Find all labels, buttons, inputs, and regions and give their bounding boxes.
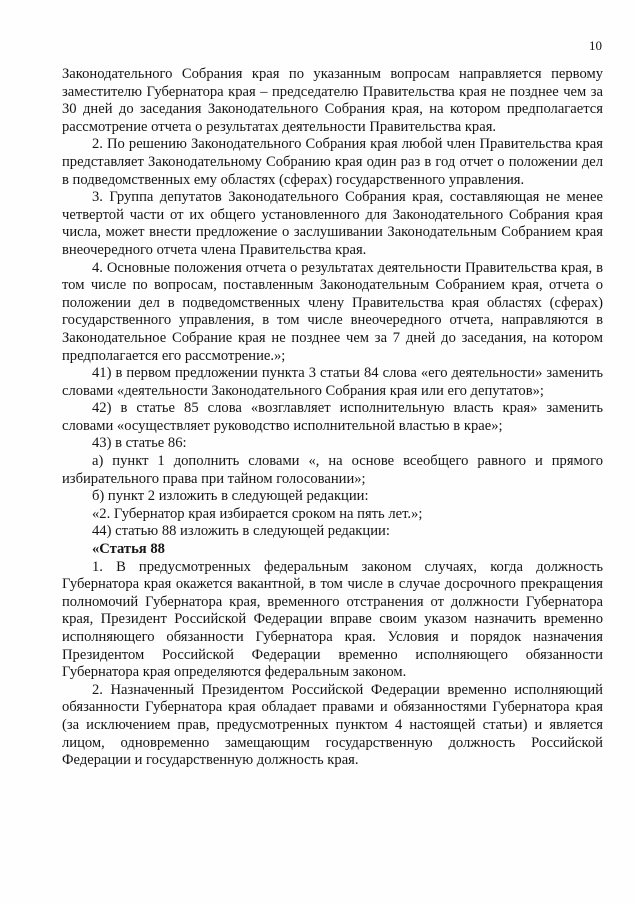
paragraph: 4. Основные положения отчета о результатах деятельности Правительства края, в том числе по вопросам, поставленным Законодательным Собранием края, отчета о положении дел в подведомственных члену Правительства края областях (сферах) государственного управления, в том числе внеочередного отчета, направляются в Законодательное Собрание края не позднее чем за 7 дней до заседания, на котором предполагается его рассмотрение.»; (62, 259, 603, 364)
paragraph: Законодательного Собрания края по указанным вопросам направляется первому заместителю Губернатора края – председателю Правительства края не позднее чем за 30 дней до заседания Законодательного Собрания края, на котором предполагается рассмотрение отчета о результатах деятельности Правительства края. (62, 66, 603, 135)
paragraph: 3. Группа депутатов Законодательного Собрания края, составляющая не менее четвертой части от их общего установленного для Законодательного Собрания края числа, может внести предложение о заслушивании Законодательным Собранием края внеочередного отчета члена Правительства края. (62, 189, 603, 258)
paragraph: б) пункт 2 изложить в следующей редакции: (92, 488, 369, 505)
paragraph: «2. Губернатор края избирается сроком на пять лет.»; (92, 505, 423, 522)
paragraph: 42) в статье 85 слова «возглавляет исполнительную власть края» заменить словами «осуществляет руководство исполнительной властью в крае»; (62, 400, 603, 434)
paragraph: 2. По решению Законодательного Собрания края любой член Правительства края представляет Законодательному Собранию края один раз в год отчет о положении дел в подведомственных ему областях (сферах) государственного управления. (62, 136, 603, 188)
paragraph: 43) в статье 86: (92, 435, 187, 452)
page-number: 10 (589, 38, 602, 53)
paragraph: а) пункт 1 дополнить словами «, на основе всеобщего равного и прямого избирательного права при тайном голосовании»; (62, 453, 603, 487)
paragraph: 2. Назначенный Президентом Российской Федерации временно исполняющий обязанности Губернатора края обладает правами и обязанностями Губернатора края (за исключением прав, предусмотренных пунктом 4 настоящей статьи) и является лицом, одновременно замещающим государственную должность Российской Федерации и государственную должность края. (62, 681, 603, 769)
paragraph: 1. В предусмотренных федеральным законом случаях, когда должность Губернатора края окажется вакантной, в том числе в случае досрочного прекращения полномочий Губернатора края, временного отстранения от должности Губернатора края, Президент Российской Федерации вправе своим указом назначить временно исполняющего обязанности Губернатора края. Условия и порядок назначения Президентом Российской Федерации временно исполняющего обязанности Губернатора края определяются федеральным законом. (62, 558, 603, 681)
paragraph: 44) статью 88 изложить в следующей редакции: (92, 523, 390, 540)
document-body (62, 66, 603, 770)
article-heading: «Статья 88 (92, 541, 165, 558)
paragraph: 41) в первом предложении пункта 3 статьи 84 слова «его деятельности» заменить словами «деятельности Законодательного Собрания края или его депутатов»; (62, 365, 603, 399)
